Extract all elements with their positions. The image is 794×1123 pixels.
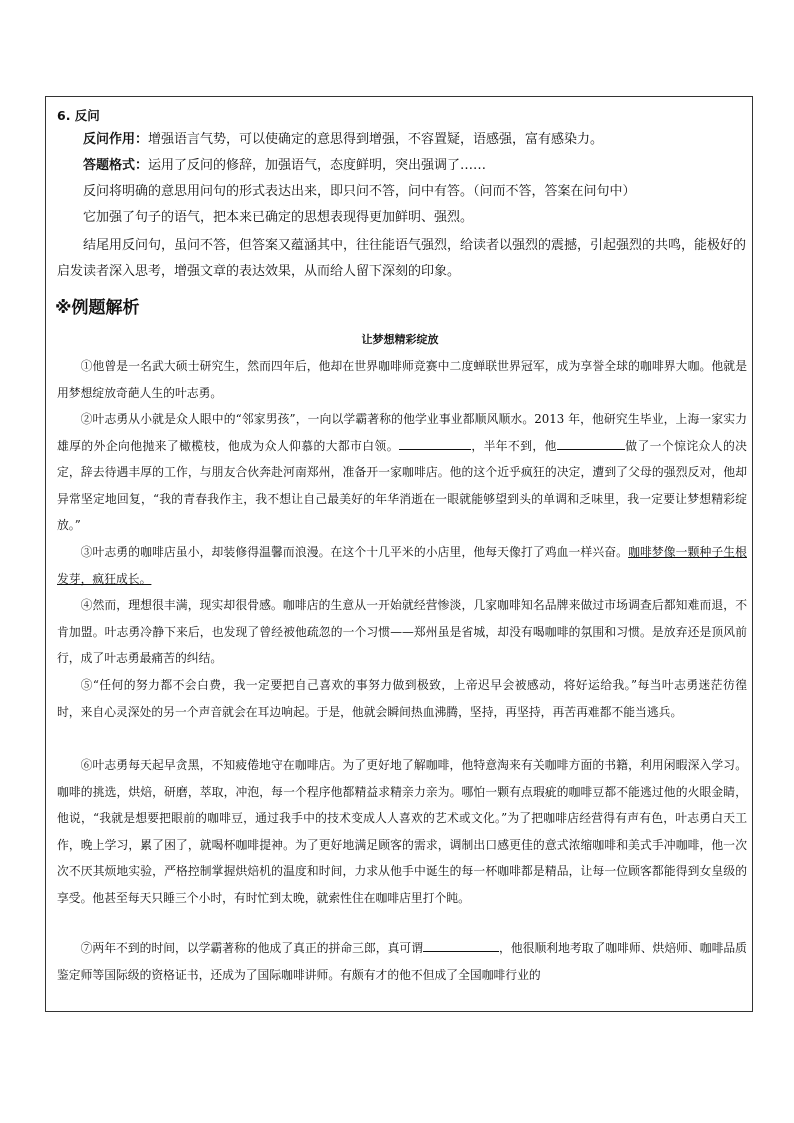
format-text: 运用了反问的修辞，加强语气，态度鲜明，突出强调了…… xyxy=(148,158,487,173)
paragraph-7-part-b: ，他很顺利地考取了咖啡师、烘焙师、咖啡品质鉴定师等国际级的资格证书，还成为了国际咖啡讲师。有颇有才的他不但成了全国咖啡行业的 xyxy=(57,941,747,982)
paragraph-3-part-a: ③叶志勇的咖啡店虽小，却装修得温馨而浪漫。在这个十几平米的小店里，他每天像打了鸡血一样兴奋。 xyxy=(80,545,629,559)
example-heading: ※例题解析 xyxy=(55,298,140,318)
paragraph-2-part-c: 做了一个惊诧众人的决定，辞去待遇丰厚的工作，与朋友合伙奔赴河南郑州，准备开一家咖啡店。他的这个近乎疯狂的决定，遭到了父母的强烈反对，他却异常坚定地回复，“我的青春我作主，我不想让自己最美好的年华消逝在一眼就能够望到头的单调和乏味里，我一定要让梦想精彩绽放。” xyxy=(57,438,747,532)
article-paragraph-6: ⑥叶志勇每天起早贪黑，不知疲倦地守在咖啡店。为了更好地了解咖啡，他特意淘来有关咖啡方面的书籍，利用闲暇深入学习。咖啡的挑选，烘焙，研磨，萃取，冲泡，每一个程序他都精益求精亲力亲为。哪怕一颗有点瑕疵的咖啡豆都不能逃过他的火眼金睛，他说，“我就是想要把眼前的咖啡豆，通过我手中的技术变成人人喜欢的艺术或文化。”为了把咖啡店经营得有声有色，叶志勇白天工作，晚上学习，累了困了，就喝杯咖啡提神。为了更好地满足顾客的需求，调制出口感更佳的意式浓缩咖啡和美式手冲咖啡，他一次次不厌其烦地实验，严格控制掌握烘焙机的温度和时间，力求从他手中诞生的每一杯咖啡都是精品，让每一位顾客都能得到女皇级的享受。他甚至每天只睡三个小时，有时忙到太晚，就索性住在咖啡店里打个盹。 xyxy=(57,758,747,905)
format-label: 答题格式： xyxy=(83,158,149,173)
rhetoric-line-4 xyxy=(57,205,747,231)
section-title: 6. 反问 xyxy=(57,108,100,123)
underlined-sentence: 咖啡梦像一颗种子生根发芽，疯狂成长。 xyxy=(57,545,747,586)
fill-blank-2[interactable] xyxy=(557,435,625,450)
article-paragraph-5: ⑤“任何的努力都不会白费，我一定要把自己喜欢的事努力做到极致，上帝迟早会被感动，将好运给我。”每当叶志勇迷茫彷徨时，来自心灵深处的另一个声音就会在耳边响起。于是，他就会瞬间热血沸腾，坚持，再坚持，再苦再难都不能当逃兵。 xyxy=(57,678,747,719)
article-paragraph-1: ①他曾是一名武大硕士研究生，然而四年后，他却在世界咖啡师竞赛中二度蝉联世界冠军，成为享誉全球的咖啡界大咖。他就是用梦想绽放奇葩人生的叶志勇。 xyxy=(57,359,747,400)
paragraph-2-part-a: ②叶志勇从小就是众人眼中的“邻家男孩”，一向以学霸著称的他学业事业都顺风顺水。2013 年，他研究生毕业，上海一家实力雄厚的外企向他抛来了橄榄枝，他成为众人仰慕的大都市白领。 xyxy=(57,412,747,453)
article-paragraph-3 xyxy=(57,539,747,592)
rhetoric-line-5: 结尾用反问句，虽问不答，但答案又蕴涵其中，往往能语气强烈，给读者以强烈的震撼，引起强烈的共鸣，能极好的启发读者深入思考，增强文章的表达效果，从而给人留下深刻的印象。 xyxy=(57,238,747,279)
function-line xyxy=(57,127,747,153)
content-frame xyxy=(45,96,753,1012)
rhetoric-line-3-text: 反问将明确的意思用问句的形式表达出来，即只问不答，问中有答。（问而不答，答案在问句中） xyxy=(83,184,636,199)
format-line xyxy=(57,153,747,179)
article-paragraph-2 xyxy=(57,406,747,539)
rhetoric-line-4-text: 它加强了句子的语气，把本来已确定的思想表现得更加鲜明、强烈。 xyxy=(83,210,474,225)
article-paragraph-4: ④然而，理想很丰满，现实却很骨感。咖啡店的生意从一开始就经营惨淡，几家咖啡知名品牌来做过市场调查后都知难而退，不肯加盟。叶志勇冷静下来后，也发现了曾经被他疏忽的一个习惯——郑州虽是省城，却没有喝咖啡的氛围和习惯。是放弃还是顶风前行，成了叶志勇最痛苦的纠结。 xyxy=(57,598,747,665)
fill-blank-1[interactable] xyxy=(399,435,471,450)
article-paragraph-7 xyxy=(57,935,747,988)
paragraph-2-part-b: ，半年不到，他 xyxy=(470,438,557,453)
article-title: 让梦想精彩绽放 xyxy=(361,333,439,346)
rhetoric-line-3 xyxy=(57,179,747,205)
function-label: 反问作用： xyxy=(83,132,149,147)
paragraph-7-part-a: ⑦两年不到的时间，以学霸著称的他成了真正的拼命三郎，真可谓 xyxy=(80,941,424,955)
fill-blank-3[interactable] xyxy=(423,937,499,952)
function-text: 增强语言气势，可以使确定的意思得到增强，不容置疑，语感强，富有感染力。 xyxy=(148,132,604,147)
